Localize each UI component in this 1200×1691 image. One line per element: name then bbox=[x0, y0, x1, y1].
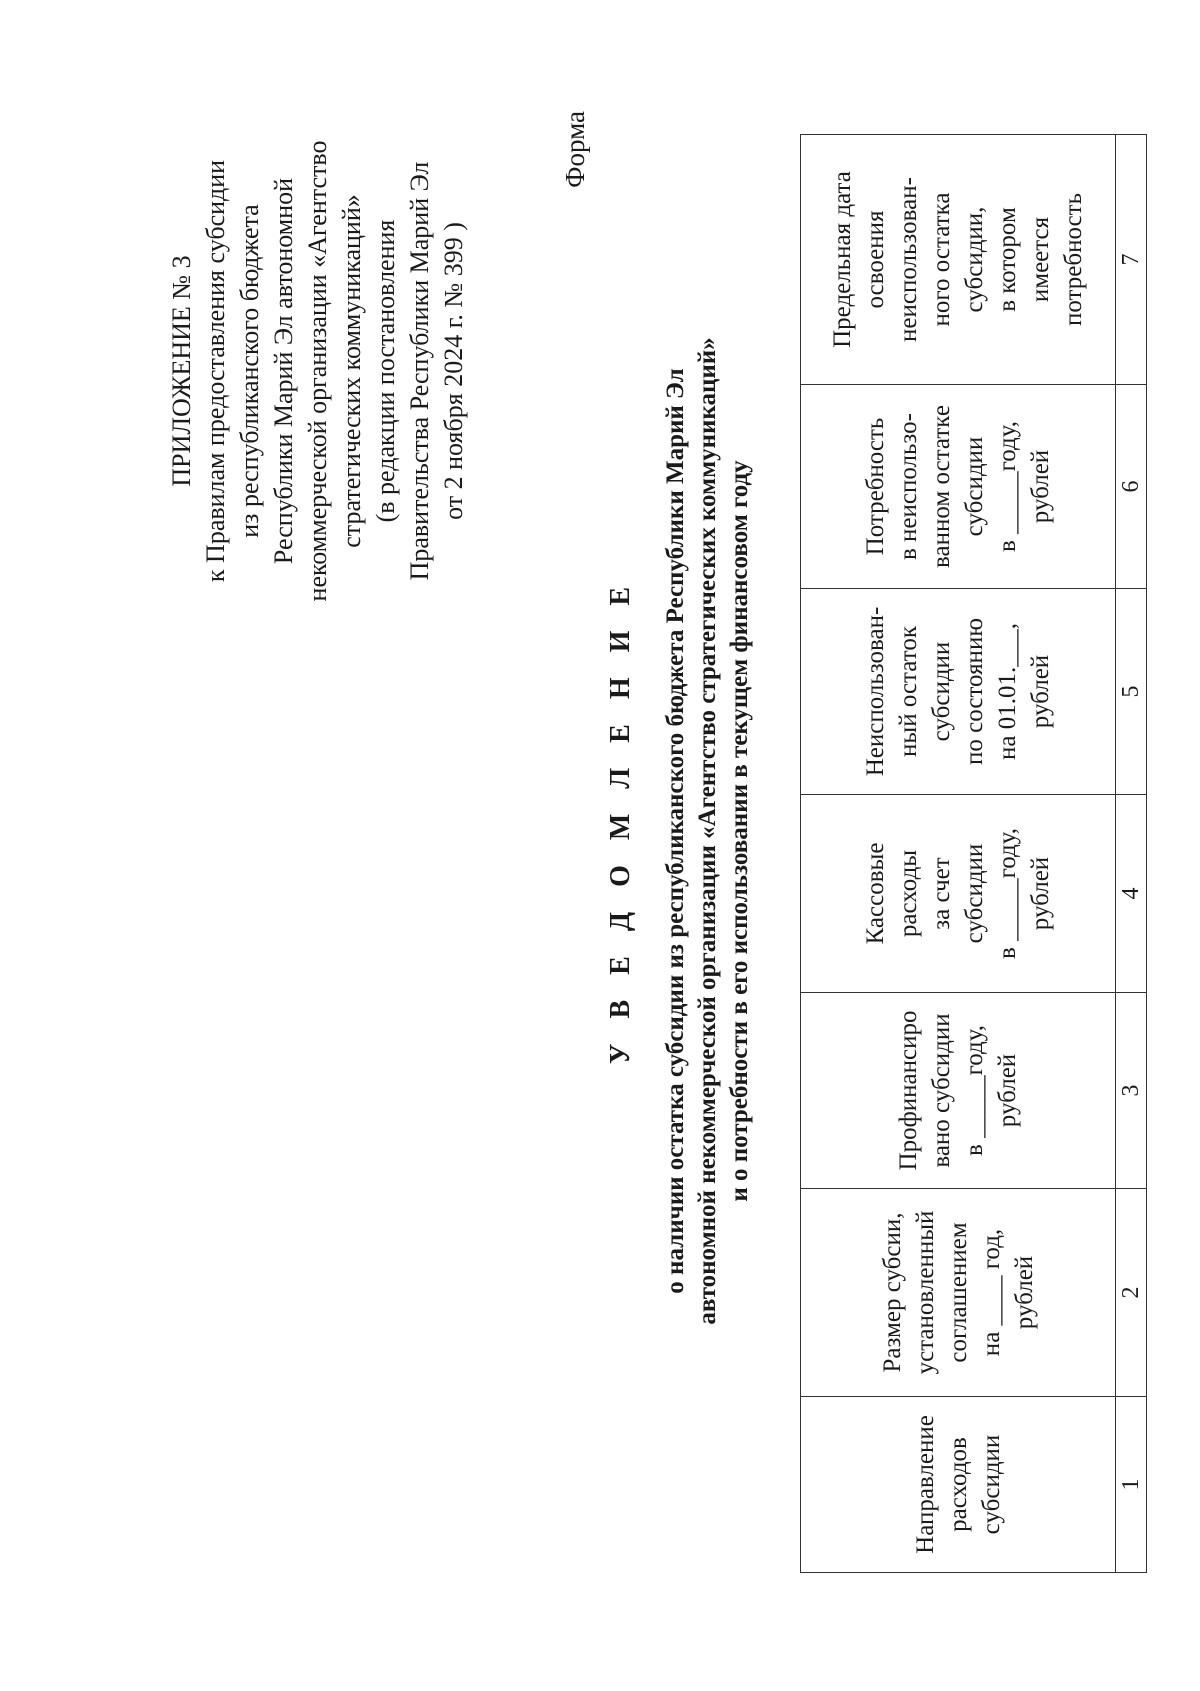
column-number-5: 5 bbox=[1116, 589, 1147, 795]
appendix-line: из республиканского бюджета bbox=[235, 204, 264, 538]
notification-table bbox=[800, 134, 1147, 1573]
column-header-line: Направление bbox=[911, 1415, 939, 1554]
column-header-line: ного остатка bbox=[928, 192, 955, 327]
column-header-line: ванном остатке bbox=[928, 405, 955, 568]
column-header-line: в _____году, bbox=[994, 828, 1021, 959]
form-label: Форма bbox=[560, 111, 590, 188]
table-header-row bbox=[801, 135, 1116, 1573]
appendix-line: стратегических коммуникаций» bbox=[337, 194, 366, 548]
column-header-4 bbox=[801, 795, 1116, 993]
column-header-line: субсидии bbox=[961, 843, 988, 944]
column-header-line: Предельная дата bbox=[829, 171, 856, 348]
column-header-line: на 01.01.___, bbox=[994, 623, 1021, 760]
column-number-7: 7 bbox=[1116, 135, 1147, 385]
column-header-line: Потребность bbox=[862, 417, 889, 556]
column-header-1 bbox=[801, 1397, 1116, 1573]
appendix-line: некоммерческой организации «Агентство bbox=[303, 140, 332, 602]
column-number-6: 6 bbox=[1116, 385, 1147, 589]
appendix-line: к Правилам предоставления субсидии bbox=[201, 159, 230, 583]
subtitle-line: и о потребности в его использовании в текущем финансовом году bbox=[726, 460, 753, 1202]
column-header-line: рублей bbox=[1027, 856, 1054, 931]
column-header-5 bbox=[801, 589, 1116, 795]
appendix-line: (в редакции постановления bbox=[371, 219, 400, 523]
subtitle-line: о наличии остатка субсидии из республиканского бюджета Республики Марий Эл bbox=[662, 368, 689, 1294]
column-header-line: ный остаток bbox=[895, 626, 922, 757]
column-header-line: расходы bbox=[895, 849, 922, 938]
column-header-line: в неиспользо- bbox=[895, 413, 922, 560]
column-header-line: Размер субсии, bbox=[878, 1212, 906, 1373]
column-header-line: Неиспользован- bbox=[862, 606, 889, 777]
document-subtitle bbox=[660, 211, 756, 1451]
column-header-line: установленный bbox=[911, 1210, 939, 1375]
appendix-line: Правительства Республики Марий Эл bbox=[405, 161, 434, 581]
column-header-line: расходов bbox=[944, 1437, 972, 1532]
appendix-header bbox=[165, 111, 471, 631]
column-header-line: субсидии bbox=[977, 1434, 1005, 1535]
column-header-line: субсидии bbox=[961, 436, 988, 537]
column-header-line: рублей bbox=[1027, 654, 1054, 729]
column-header-line: в _____году, bbox=[961, 1025, 988, 1156]
column-header-2 bbox=[801, 1189, 1116, 1397]
column-header-line: по состоянию bbox=[961, 618, 988, 765]
column-number-1: 1 bbox=[1116, 1397, 1147, 1573]
column-number-4: 4 bbox=[1116, 795, 1147, 993]
column-number-3: 3 bbox=[1116, 993, 1147, 1189]
appendix-line: от 2 ноября 2024 г. № 399 ) bbox=[439, 222, 468, 520]
column-header-line: потребность bbox=[1060, 192, 1087, 327]
column-header-line: соглашением bbox=[944, 1222, 972, 1363]
column-header-line: рублей bbox=[994, 1053, 1021, 1128]
column-header-line: Кассовые bbox=[862, 842, 889, 945]
column-header-line: за счет bbox=[928, 857, 955, 930]
column-header-line: в котором bbox=[994, 207, 1021, 312]
column-header-line: имеется bbox=[1027, 216, 1054, 303]
document-title: У В Е Д О М Л Е Н И Е bbox=[605, 577, 636, 1065]
column-header-line: субсидии bbox=[928, 641, 955, 742]
column-header-line: неиспользован- bbox=[895, 177, 922, 342]
column-header-3 bbox=[801, 993, 1116, 1189]
appendix-line: ПРИЛОЖЕНИЕ № 3 bbox=[167, 255, 196, 487]
column-header-line: Профинансиро bbox=[895, 1010, 922, 1171]
subtitle-line: автономной некоммерческой организации «Агентство стратегических коммуникаций» bbox=[694, 337, 721, 1325]
column-header-6 bbox=[801, 385, 1116, 589]
column-header-line: на ____ год, bbox=[977, 1228, 1005, 1357]
appendix-line: Республики Марий Эл автономной bbox=[269, 177, 298, 565]
column-header-7 bbox=[801, 135, 1116, 385]
column-number-2: 2 bbox=[1116, 1189, 1147, 1397]
column-header-line: в _____году, bbox=[994, 421, 1021, 552]
table-number-row bbox=[1116, 135, 1147, 1573]
column-header-line: рублей bbox=[1027, 449, 1054, 524]
column-header-line: рублей bbox=[1010, 1255, 1038, 1330]
column-header-line: субсидии, bbox=[961, 206, 988, 313]
column-header-line: вано субсидии bbox=[928, 1013, 955, 1168]
column-header-line: освоения bbox=[862, 210, 889, 309]
